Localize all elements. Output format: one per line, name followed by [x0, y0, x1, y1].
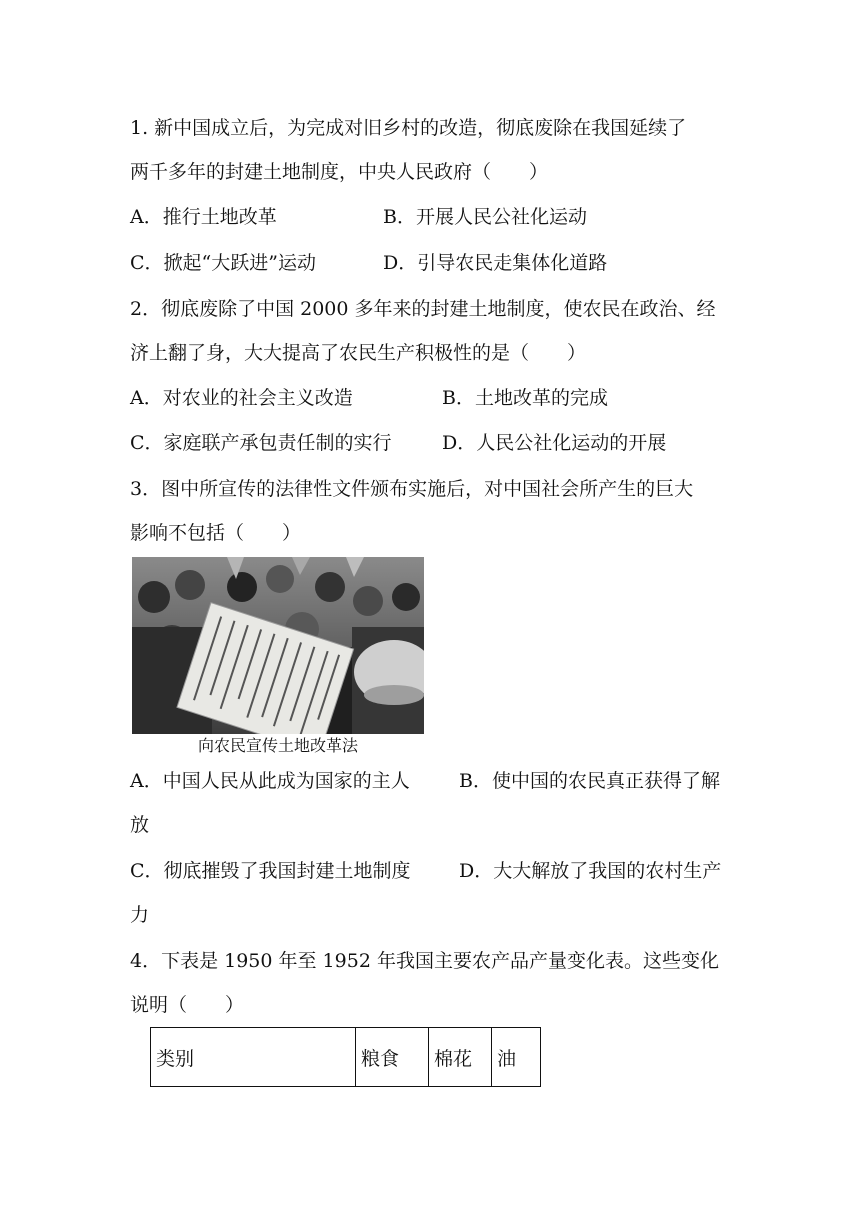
q2-stem-line-2: 济上翻了身，大大提高了农民生产积极性的是（ ）	[130, 342, 587, 364]
q1-option-a: A．推行土地改革	[130, 206, 277, 228]
q1-option-c: C．掀起“大跃进”运动	[130, 252, 316, 274]
q1-option-b: B．开展人民公社化运动	[383, 206, 587, 228]
q4-stem-line-2: 说明（ ）	[130, 994, 245, 1016]
q3-option-d: D．大大解放了我国的农村生产	[459, 860, 722, 882]
q3-option-b-continued: 放	[130, 814, 150, 836]
q3-option-b: B．使中国的农民真正获得了解	[459, 770, 720, 792]
photo-caption: 向农民宣传土地改革法	[197, 736, 358, 755]
table-header-oil: 油	[492, 1028, 541, 1087]
q1-stem-line-1: 1. 新中国成立后，为完成对旧乡村的改造，彻底废除在我国延续了	[130, 117, 687, 139]
table-row	[151, 1028, 541, 1087]
table-header-cotton: 棉花	[429, 1028, 492, 1087]
table-header-category: 类别	[151, 1028, 356, 1087]
q3-option-d-continued: 力	[130, 904, 150, 926]
q1-option-d: D．引导农民走集体化道路	[383, 252, 608, 274]
land-reform-photo	[132, 557, 424, 734]
q2-option-d: D．人民公社化运动的开展	[442, 432, 667, 454]
q3-option-c: C．彻底摧毁了我国封建土地制度	[130, 860, 411, 882]
q2-option-c: C．家庭联产承包责任制的实行	[130, 432, 392, 454]
q4-stem-line-1: 4．下表是 1950 年至 1952 年我国主要农产品产量变化表。这些变化	[130, 950, 719, 972]
production-table	[150, 1027, 541, 1087]
q3-stem-line-2: 影响不包括（ ）	[130, 522, 302, 544]
q1-stem-line-2: 两千多年的封建土地制度，中央人民政府（ ）	[130, 161, 549, 183]
q2-stem-line-1: 2．彻底废除了中国 2000 多年来的封建土地制度，使农民在政治、经	[130, 298, 716, 320]
q2-option-b: B．土地改革的完成	[442, 387, 608, 409]
q3-stem-line-1: 3．图中所宣传的法律性文件颁布实施后，对中国社会所产生的巨大	[130, 478, 694, 500]
q3-option-a: A．中国人民从此成为国家的主人	[130, 770, 410, 792]
q2-option-a: A．对农业的社会主义改造	[130, 387, 353, 409]
table-header-grain: 粮食	[356, 1028, 429, 1087]
